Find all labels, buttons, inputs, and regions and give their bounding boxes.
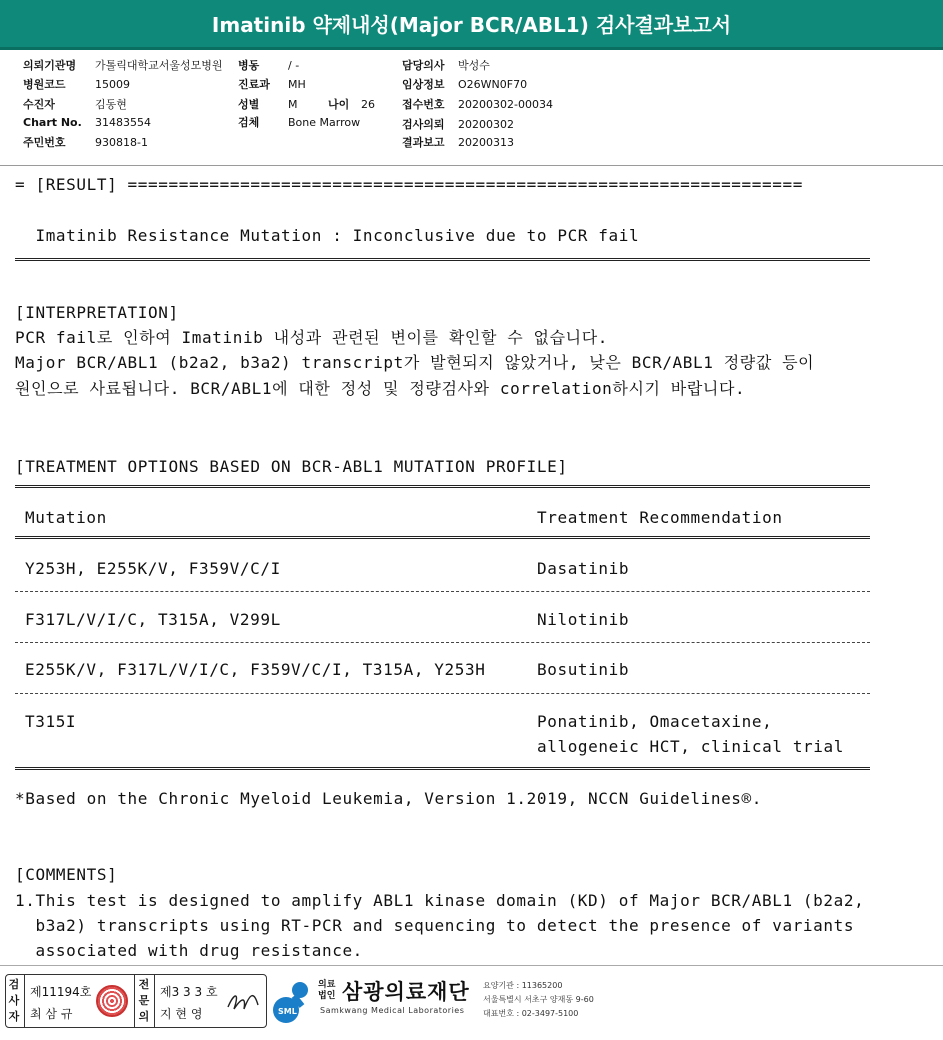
treatment-cell: Dasatinib: [537, 559, 630, 578]
lab-name-korean: 삼광의료재단: [342, 980, 470, 1004]
tester-name: 최 삼 규: [30, 1007, 73, 1021]
row-divider: [15, 693, 870, 694]
comment-line: associated with drug resistance.: [15, 941, 363, 960]
mutation-cell: E255K/V, F317L/V/I/C, F359V/C/I, T315A, Y253H: [25, 660, 486, 679]
doctor-field: 담당의사 박성수: [402, 59, 490, 72]
result-heading: = [RESULT] ==================================================================: [15, 175, 803, 194]
specimen-field: 검체 Bone Marrow: [238, 116, 361, 129]
treatment-cell: allogeneic HCT, clinical trial: [537, 737, 844, 756]
treatment-cell: Bosutinib: [537, 660, 630, 679]
sml-logo: [272, 976, 316, 1030]
signature-mark: [224, 987, 264, 1017]
divider: [15, 767, 870, 770]
specialist-label: 전 문 의: [138, 978, 150, 1023]
hospital-name-field: 의뢰기관명 가톨릭대학교서울성모병원: [23, 59, 223, 72]
tester-license-no: 제11194호: [30, 985, 92, 999]
specialist-license-no: 제3 3 3 호: [160, 985, 218, 999]
divider: [15, 485, 870, 488]
patient-name-field: 수진자 김동현: [23, 98, 127, 111]
report-title: Imatinib 약제내성(Major BCR/ABL1) 검사결과보고서: [0, 0, 943, 50]
lab-address: 서울특별시 서초구 양재동 9-60: [483, 995, 594, 1004]
lab-name-english: Samkwang Medical Laboratories: [320, 1006, 465, 1015]
tester-label: 검 사 자: [8, 978, 20, 1023]
treatment-heading: [TREATMENT OPTIONS BASED ON BCR-ABL1 MUTATION PROFILE]: [15, 457, 568, 476]
lab-institution-code: 요양기관 : 11365200: [483, 981, 563, 990]
request-date-field: 검사의뢰 20200302: [402, 118, 514, 131]
row-divider: [15, 591, 870, 592]
age-field: 나이 26: [328, 98, 375, 111]
result-line: Imatinib Resistance Mutation : Inconclusive due to PCR fail: [15, 226, 640, 245]
interpretation-line: 원인으로 사료됩니다. BCR/ABL1에 대한 정성 및 정량검사와 correlation하시기 바랍니다.: [15, 379, 746, 398]
seal-stamp: [96, 985, 128, 1017]
treatment-cell: Ponatinib, Omacetaxine,: [537, 712, 773, 731]
comment-line: 1.This test is designed to amplify ABL1 kinase domain (KD) of Major BCR/ABL1 (b2a2,: [15, 891, 865, 910]
hospital-code-field: 병원코드 15009: [23, 78, 130, 91]
comment-line: b3a2) transcripts using RT-PCR and sequencing to detect the presence of variants: [15, 916, 855, 935]
mutation-cell: F317L/V/I/C, T315A, V299L: [25, 610, 281, 629]
ward-field: 병동 / -: [238, 59, 300, 72]
interpretation-heading: [INTERPRETATION]: [15, 303, 179, 322]
interpretation-line: Major BCR/ABL1 (b2a2, b3a2) transcript가 발현되지 않았거나, 낮은 BCR/ABL1 정량값 등이: [15, 353, 815, 372]
specialist-name: 지 현 영: [160, 1007, 203, 1021]
divider: [15, 258, 870, 261]
report-footer: [0, 965, 943, 1040]
lab-phone: 대표번호 : 02-3497-5100: [483, 1009, 579, 1018]
chart-no-field: Chart No. 31483554: [23, 116, 151, 129]
report-body[interactable]: [15, 170, 930, 960]
sex-field: 성별 M: [238, 98, 298, 111]
mutation-cell: T315I: [25, 712, 77, 731]
table-header-mutation: Mutation: [25, 508, 107, 527]
comments-heading: [COMMENTS]: [15, 865, 118, 884]
signature-box: [5, 974, 267, 1028]
interpretation-line: PCR fail로 인하여 Imatinib 내성과 관련된 변이를 확인할 수 없습니다.: [15, 328, 608, 347]
resident-no-field: 주민번호 930818-1: [23, 136, 148, 149]
lab-kind: 의료법인: [318, 980, 336, 1001]
receipt-no-field: 접수번호 20200302-00034: [402, 98, 553, 111]
report-date-field: 결과보고 20200313: [402, 136, 514, 149]
patient-info-header: [0, 50, 943, 166]
svg-text:SML: SML: [278, 1007, 297, 1016]
clinical-info-field: 임상정보 O26WN0F70: [402, 78, 528, 91]
treatment-cell: Nilotinib: [537, 610, 630, 629]
mutation-cell: Y253H, E255K/V, F359V/C/I: [25, 559, 281, 578]
divider: [15, 536, 870, 539]
row-divider: [15, 642, 870, 643]
table-header-treatment: Treatment Recommendation: [537, 508, 783, 527]
department-field: 진료과 MH: [238, 78, 306, 91]
guideline-footnote: *Based on the Chronic Myeloid Leukemia, Version 1.2019, NCCN Guidelines®.: [15, 789, 762, 808]
